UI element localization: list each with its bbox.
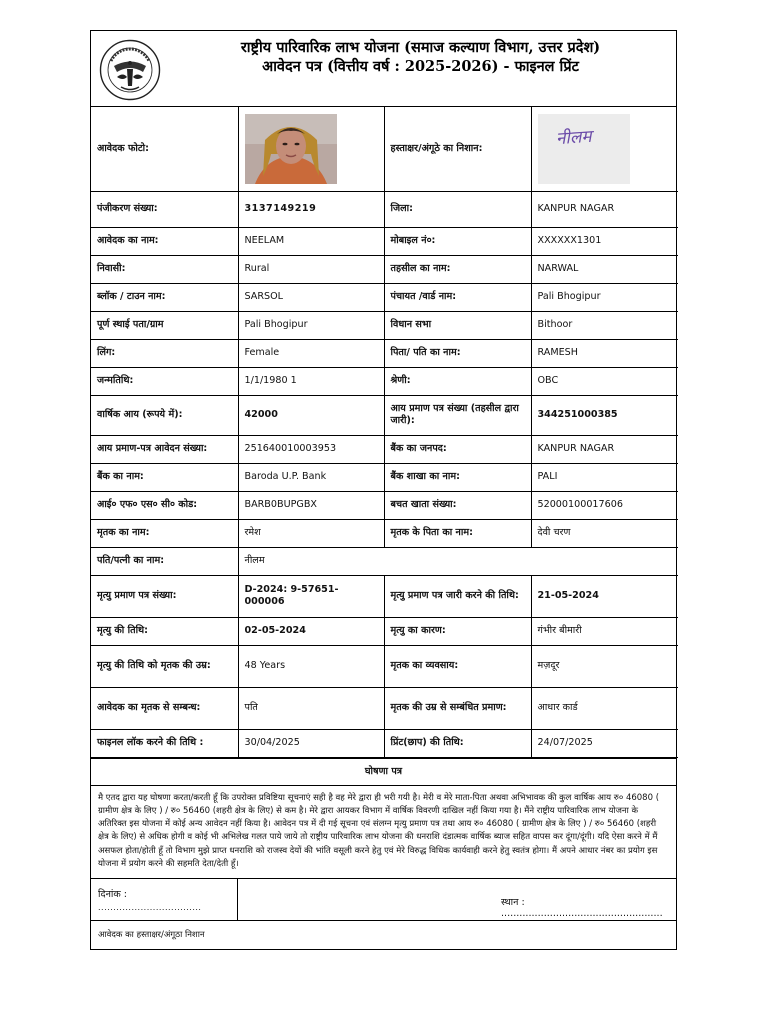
death-date-value: 02-05-2024 <box>238 617 384 645</box>
resident-value: Rural <box>238 255 384 283</box>
deceased-father-name-value: देवी चरण <box>531 519 678 547</box>
ifsc-label: आई० एफ० एस० सी० कोड: <box>91 491 238 519</box>
death-cause-label: मृत्यु का कारण: <box>384 617 531 645</box>
deceased-name-label: मृतक का नाम: <box>91 519 238 547</box>
bank-name-label: बैंक का नाम: <box>91 463 238 491</box>
deceased-name-value: रमेश <box>238 519 384 547</box>
applicant-photo-cell <box>238 107 384 191</box>
table-row <box>91 491 678 519</box>
bank-branch-value: PALI <box>531 463 678 491</box>
table-row <box>91 617 678 645</box>
date-dots: .................................. <box>98 902 202 912</box>
table-row <box>91 575 678 617</box>
declaration-text: मै एतद द्वारा यह घोषणा करता/करती हूँ कि उपरोक्त प्रविष्टिया सूचनाएं सही है वह मेरे द्वारा ही भरी गयी है। मेरी व मेरे माता-पिता अथवा अभिभावक की कुल वार्षिक आय रु० 46080 ( ग्रामीण क्षेत्र के लिए ) / रु० 56460 (शहरी क्षेत्र के लिए) से कम है। मेरे द्वारा आयकर विभाग में वार्षिक विवरणी दाखिल नहीं किया गया है। मैंने राष्ट्रीय पारिवारिक लाभ योजना के अतिरिक्त इस योजना में कोई अन्य आवेदन नहीं किया है। आवेदन पत्र में दी गई सूचना एवं संलग्न मृत्यु प्रमाण पत्र तथा आय रु० 46080 ( ग्रामीण क्षेत्र के लिए ) / रु० 56460 (शहरी क्षेत्र के लिए) से अधिक होगी व कोई भी अभिलेख गलत पाये जाये तो राष्ट्रीय पारिवारिक लाभ योजना की धनराशि दंडात्मक वार्षिक ब्याज सहित वापस कर दूंगा/दूंगी। यदि ऐसा करने में मैं असफल होता/होती हूँ तो विभाग मुझे प्राप्त धनराशि को राजस्व देयों की भांति वसूली करने हेतु एवं मेरे विरुद्ध विधिक कार्यवाही करने हेतु स्वतंत्र होगा। मैं अपने आधार नंबर का प्रयोग इस योजना में प्रयोग करने की सहमति देता/देती हूँ। <box>91 786 676 879</box>
age-at-death-label: मृत्यु की तिथि को मृतक की उम्र: <box>91 645 238 687</box>
block-value: SARSOL <box>238 283 384 311</box>
deceased-father-name-label: मृतक के पिता का नाम: <box>384 519 531 547</box>
tehsil-label: तहसील का नाम: <box>384 255 531 283</box>
age-at-death-value: 48 Years <box>238 645 384 687</box>
assembly-label: विधान सभा <box>384 311 531 339</box>
dob-label: जन्मतिथि: <box>91 367 238 395</box>
table-row <box>91 395 678 435</box>
applicant-name-value: NEELAM <box>238 227 384 255</box>
applicant-photo <box>245 114 337 184</box>
bank-district-label: बैंक का जनपद: <box>384 435 531 463</box>
panchayat-label: पंचायत /वार्ड नाम: <box>384 283 531 311</box>
form-header <box>91 31 676 107</box>
final-lock-date-label: फाइनल लॉक करने की तिथि : <box>91 729 238 757</box>
table-row <box>91 645 678 687</box>
spouse-name-label: पति/पत्नी का नाम: <box>91 547 238 575</box>
table-row <box>91 191 678 227</box>
income-certificate-number-label: आय प्रमाण पत्र संख्या (तहसील द्वारा जारी): <box>384 395 531 435</box>
up-government-emblem-icon <box>99 39 161 101</box>
form-title <box>171 38 670 76</box>
bank-name-value: Baroda U.P. Bank <box>238 463 384 491</box>
divider <box>237 879 238 920</box>
income-certificate-number-value: 344251000385 <box>531 395 678 435</box>
application-form <box>90 30 677 950</box>
relation-value: पति <box>238 687 384 729</box>
print-date-value: 24/07/2025 <box>531 729 678 757</box>
table-row <box>91 687 678 729</box>
registration-number-value: 3137149219 <box>238 191 384 227</box>
death-certificate-date-label: मृत्यु प्रमाण पत्र जारी करने की तिथि: <box>384 575 531 617</box>
title-line-2: आवेदन पत्र (वित्तीय वर्ष : 2025-2026) - फाइनल प्रिंट <box>262 58 579 75</box>
photo-label: आवेदक फोटो: <box>91 107 238 191</box>
category-label: श्रेणी: <box>384 367 531 395</box>
panchayat-value: Pali Bhogipur <box>531 283 678 311</box>
bank-branch-label: बैंक शाखा का नाम: <box>384 463 531 491</box>
print-date-label: प्रिंट(छाप) की तिथि: <box>384 729 531 757</box>
address-label: पूर्ण स्थाई पता/ग्राम <box>91 311 238 339</box>
resident-label: निवासी: <box>91 255 238 283</box>
table-row <box>91 311 678 339</box>
table-row <box>91 283 678 311</box>
signature-image <box>538 114 630 184</box>
category-value: OBC <box>531 367 678 395</box>
assembly-value: Bithoor <box>531 311 678 339</box>
annual-income-label: वार्षिक आय (रूपये में): <box>91 395 238 435</box>
signature-label: हस्ताक्षर/अंगूठे का निशान: <box>384 107 531 191</box>
income-application-number-label: आय प्रमाण-पत्र आवेदन संख्या: <box>91 435 238 463</box>
death-certificate-number-label: मृत्यु प्रमाण पत्र संख्या: <box>91 575 238 617</box>
details-table <box>91 107 678 758</box>
table-row <box>91 367 678 395</box>
income-application-number-value: 251640010003953 <box>238 435 384 463</box>
deceased-occupation-label: मृतक का व्यवसाय: <box>384 645 531 687</box>
signature-cell <box>531 107 678 191</box>
table-row <box>91 547 678 575</box>
death-certificate-date-value: 21-05-2024 <box>531 575 678 617</box>
table-row <box>91 255 678 283</box>
photo-row <box>91 107 678 191</box>
date-label: दिनांक : <box>98 888 128 900</box>
table-row <box>91 463 678 491</box>
signature-text: नीलम <box>554 126 592 149</box>
age-proof-value: आधार कार्ड <box>531 687 678 729</box>
table-row <box>91 435 678 463</box>
date-place-row <box>91 879 676 921</box>
relation-label: आवेदक का मृतक से सम्बन्ध: <box>91 687 238 729</box>
ifsc-value: BARB0BUPGBX <box>238 491 384 519</box>
registration-number-label: पंजीकरण संख्या: <box>91 191 238 227</box>
death-date-label: मृत्यु की तिथि: <box>91 617 238 645</box>
death-cause-value: गंभीर बीमारी <box>531 617 678 645</box>
tehsil-value: NARWAL <box>531 255 678 283</box>
father-husband-name-label: पिता/ पति का नाम: <box>384 339 531 367</box>
place-label: स्थान : ..................................................... <box>501 896 663 919</box>
table-row <box>91 729 678 757</box>
district-label: जिला: <box>384 191 531 227</box>
final-lock-date-value: 30/04/2025 <box>238 729 384 757</box>
table-row <box>91 339 678 367</box>
gender-label: लिंग: <box>91 339 238 367</box>
district-value: KANPUR NAGAR <box>531 191 678 227</box>
bank-district-value: KANPUR NAGAR <box>531 435 678 463</box>
gender-value: Female <box>238 339 384 367</box>
savings-account-value: 52000100017606 <box>531 491 678 519</box>
table-row <box>91 519 678 547</box>
block-label: ब्लॉक / टाउन नाम: <box>91 283 238 311</box>
savings-account-label: बचत खाता संख्या: <box>384 491 531 519</box>
annual-income-value: 42000 <box>238 395 384 435</box>
declaration-heading: घोषणा पत्र <box>91 758 676 786</box>
mobile-value: XXXXXX1301 <box>531 227 678 255</box>
death-certificate-number-value: D-2024: 9-57651-000006 <box>238 575 384 617</box>
address-value: Pali Bhogipur <box>238 311 384 339</box>
spouse-name-value: नीलम <box>238 547 678 575</box>
table-row <box>91 227 678 255</box>
mobile-label: मोबाइल नं०: <box>384 227 531 255</box>
title-line-1: राष्ट्रीय पारिवारिक लाभ योजना (समाज कल्याण विभाग, उत्तर प्रदेश) <box>240 39 601 56</box>
age-proof-label: मृतक की उम्र से सम्बंधित प्रमाण: <box>384 687 531 729</box>
deceased-occupation-value: मज़दूर <box>531 645 678 687</box>
dob-value: 1/1/1980 1 <box>238 367 384 395</box>
father-husband-name-value: RAMESH <box>531 339 678 367</box>
applicant-signature-footer: आवेदक का हस्ताक्षर/अंगूठा निशान <box>98 929 205 940</box>
applicant-name-label: आवेदक का नाम: <box>91 227 238 255</box>
